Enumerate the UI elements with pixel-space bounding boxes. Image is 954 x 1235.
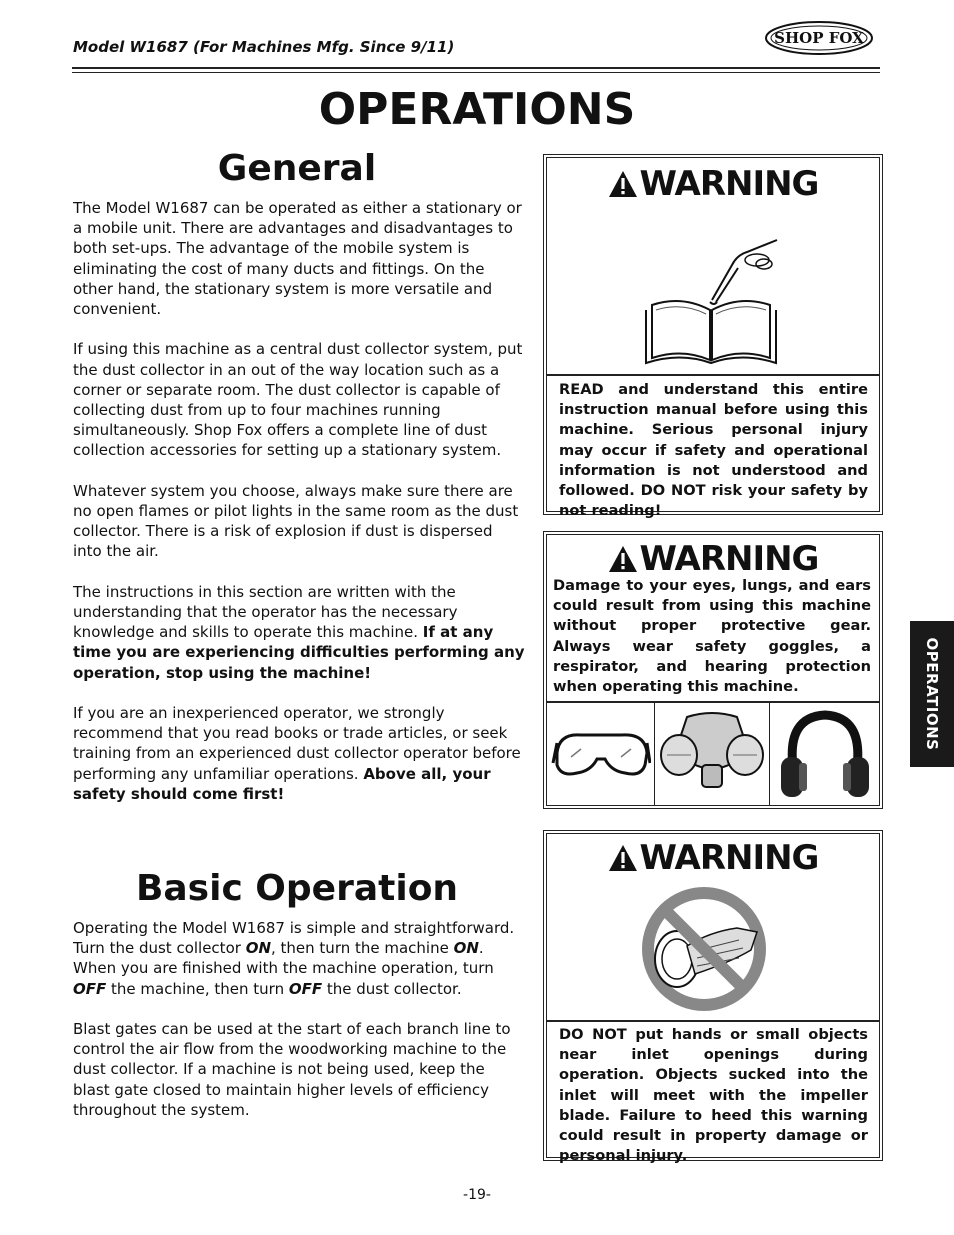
general-section <box>73 198 525 824</box>
safety-glasses-icon <box>551 713 651 797</box>
logo-text: SHOP FOX <box>774 29 864 47</box>
manual-book-icon <box>642 210 787 369</box>
warning-text: DO NOT put hands or small objects near inlet openings during operation. Objects sucked into the inlet will meet with the impeller blade. Failure to heed this warning could result in property damage or personal injury. <box>559 1026 868 1165</box>
header-rule-thin <box>72 72 880 73</box>
on-keyword: ON <box>245 939 271 958</box>
off-keyword: OFF <box>288 979 323 998</box>
general-paragraph-4 <box>73 582 525 683</box>
general-heading: General <box>217 148 377 189</box>
basic-p1-text-d: the machine, then turn <box>106 979 289 998</box>
respirator-icon <box>657 707 767 803</box>
warning-box-inlet <box>546 833 880 1165</box>
page-number: -19- <box>463 1187 491 1203</box>
general-paragraph-3: Whatever system you choose, always make sure there are no open flames or pilot lights in the same room as the dust collector. There is a risk of explosion if dust is dispersed into the air. <box>73 481 519 561</box>
warning-text: Damage to your eyes, lungs, and ears could result from using this machine without proper protective gear. Always wear safety goggles, a respirator, and hearing protection when operating this machine. <box>553 577 871 696</box>
basic-p1-text-a: Operating the Model W1687 is simple and straightforward. Turn the dust collector <box>73 919 515 958</box>
no-hands-in-inlet-icon <box>639 884 769 1018</box>
header-model-text: Model W1687 (For Machines Mfg. Since 9/11) <box>73 38 455 56</box>
page-title: OPERATIONS <box>318 84 636 135</box>
basic-operation-section <box>73 918 525 1140</box>
warning-divider <box>547 1020 879 1022</box>
basic-operation-heading: Basic Operation <box>135 868 459 909</box>
basic-p1-text-c: . When you are finished with the machine operation, turn <box>73 939 494 978</box>
side-tab-label: OPERATIONS <box>923 637 941 751</box>
warning-label: WARNING <box>639 838 819 878</box>
basic-paragraph-1 <box>73 918 525 999</box>
off-keyword: OFF <box>73 979 107 998</box>
warning-header <box>547 164 879 204</box>
basic-paragraph-2: Blast gates can be used at the start of each branch line to control the air flow from the woodworking machine to the dust collector. If a machine is not being used, keep the blast gate closed to maintain higher levels of efficiency throughout the system. <box>73 1020 511 1119</box>
section-side-tab <box>910 621 954 767</box>
warning-label: WARNING <box>639 164 819 204</box>
warning-triangle-icon <box>608 545 638 573</box>
p4-bold-text: If at any time you are experiencing difficulties performing any operation, stop using the machine! <box>73 623 525 682</box>
p5-bold-text: Above all, your safety should come first! <box>73 764 491 803</box>
warning-divider <box>547 701 879 703</box>
warning-text: READ and understand this entire instruction manual before using this machine. Serious personal injury may occur if safety and operational information is not understood and followed. DO NOT risk your safety by not reading! <box>559 381 868 520</box>
p5-text: If you are an inexperienced operator, we strongly recommend that you read books or trade articles, or seek training from an experienced dust collector operator before performing any unfamiliar operations. <box>73 704 521 783</box>
warning-box-read-manual <box>546 157 880 520</box>
general-paragraph-2: If using this machine as a central dust collector system, put the dust collector in an out of the way location such as a corner or separate room. The dust collector is capable of collecting dust from up to four machines running simultaneously. Shop Fox offers a complete line of dust collection accessories for setting up a stationary system. <box>73 340 523 460</box>
warning-triangle-icon <box>608 170 638 198</box>
warning-header <box>547 539 879 579</box>
on-keyword: ON <box>453 939 479 958</box>
basic-p1-text-e: the dust collector. <box>322 979 462 998</box>
header-rule <box>72 67 880 69</box>
warning-box-protective-gear <box>546 534 880 806</box>
general-paragraph-1: The Model W1687 can be operated as either a stationary or a mobile unit. There are advantages and disadvantages to both set-ups. The advantage of the mobile system is eliminating the cost of many ducts and fittings. On the other hand, the stationary system is more versatile and convenient. <box>73 199 522 319</box>
warning-label: WARNING <box>639 539 819 579</box>
p4-text: The instructions in this section are written with the understanding that the operator has the necessary knowledge and skills to operate this machine. <box>73 582 458 642</box>
warning-header <box>547 838 879 878</box>
ear-muffs-icon <box>779 707 871 807</box>
warning-triangle-icon <box>608 844 638 872</box>
shop-fox-logo <box>764 20 874 56</box>
basic-p1-text-b: , then turn the machine <box>271 939 454 958</box>
general-paragraph-5 <box>73 703 525 804</box>
warning-divider <box>547 374 879 376</box>
